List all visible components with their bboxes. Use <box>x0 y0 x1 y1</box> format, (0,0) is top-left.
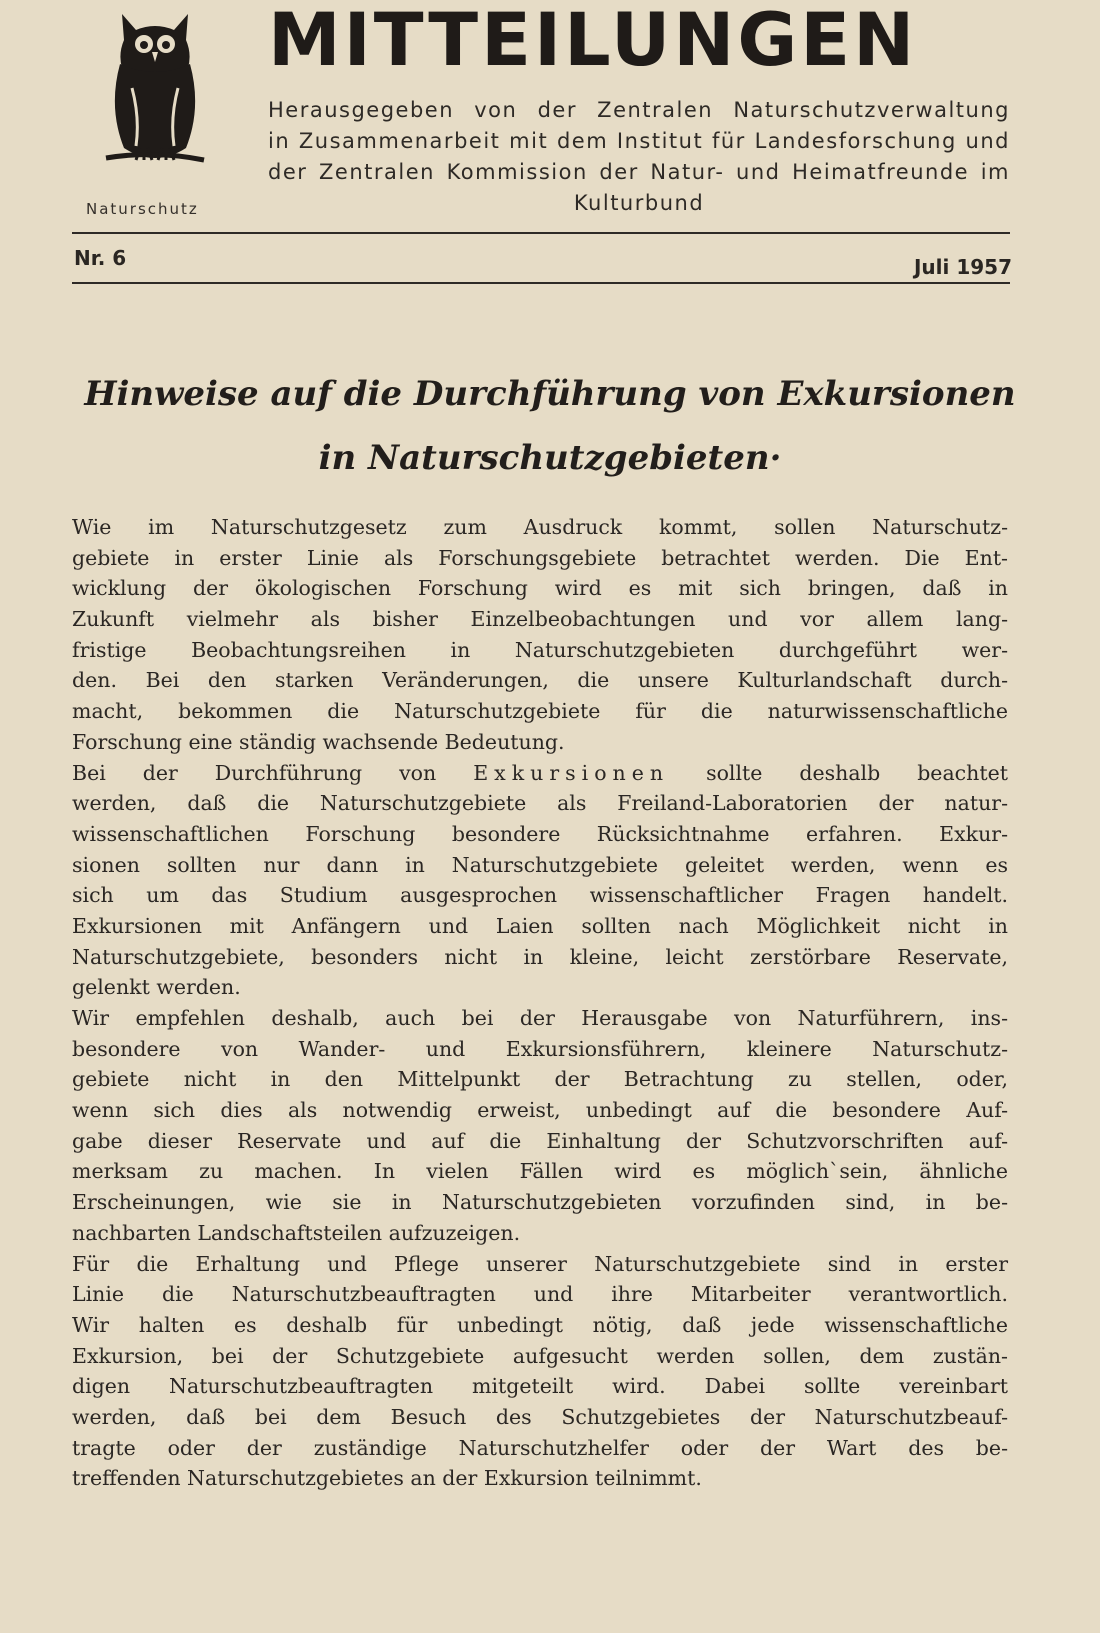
issue-number: Nr. 6 <box>74 246 127 270</box>
text-run: sollte deshalb beachtet <box>706 760 1008 785</box>
text-line: wissenschaftlichen Forschung besondere Rücksichtnahme erfahren. Exkur- <box>72 821 1008 846</box>
text-line: Erscheinungen, wie sie in Naturschutzgebieten vorzufinden sind, in be- <box>72 1190 1008 1215</box>
text-line: Exkursion, bei der Schutzgebiete aufgesucht werden sollen, dem zustän- <box>72 1343 1008 1368</box>
text-line: sionen sollten nur dann in Naturschutzgebiete geleitet werden, wenn es <box>72 852 1008 877</box>
text-line <box>72 758 1008 789</box>
paragraph-4 <box>72 1249 1008 1495</box>
text-line: werden, daß die Naturschutzgebiete als Freiland-Laboratorien der natur- <box>72 791 1008 816</box>
text-line: tragte oder der zuständige Naturschutzhelfer oder der Wart des be- <box>72 1435 1008 1460</box>
masthead-rule-top <box>72 232 1010 234</box>
text-line: treffenden Naturschutzgebietes an der Exkursion teilnimmt. <box>72 1466 702 1491</box>
text-line: den. Bei den starken Veränderungen, die unsere Kulturlandschaft durch- <box>72 668 1008 693</box>
text-line: Exkursionen mit Anfängern und Laien sollten nach Möglichkeit nicht in <box>72 913 1008 938</box>
owl-logo-icon <box>100 8 210 178</box>
paragraph-3 <box>72 1003 1008 1249</box>
text-line: besondere von Wander- und Exkursionsführern, kleinere Naturschutz- <box>72 1036 1008 1061</box>
masthead-title: MITTEILUNGEN <box>268 0 918 83</box>
text-line: digen Naturschutzbeauftragten mitgeteilt wird. Dabei sollte vereinbart <box>72 1374 1008 1399</box>
text-line: Linie die Naturschutzbeauftragten und ihre Mitarbeiter verantwortlich. <box>72 1282 1008 1307</box>
text-line: fristige Beobachtungsreihen in Naturschutzgebieten durchgeführt wer- <box>72 637 1008 662</box>
text-line: sich um das Studium ausgesprochen wissenschaftlicher Fragen handelt. <box>72 883 1008 908</box>
text-line: werden, daß bei dem Besuch des Schutzgebietes der Naturschutzbeauf- <box>72 1404 1008 1429</box>
text-line: merksam zu machen. In vielen Fällen wird es möglich`sein, ähnliche <box>72 1159 1008 1184</box>
text-line: Wie im Naturschutzgesetz zum Ausdruck kommt, sollen Naturschutz- <box>72 515 1008 539</box>
subtitle-line: Kulturbund <box>573 191 705 215</box>
headline-line: Hinweise auf die Durchführung von Exkursionen <box>84 374 1016 414</box>
text-line: gebiete in erster Linie als Forschungsgebiete betrachtet werden. Die Ent- <box>72 545 1008 570</box>
text-line: macht, bekommen die Naturschutzgebiete für die naturwissenschaftliche <box>72 699 1008 724</box>
text-line: Wir halten es deshalb für unbedingt nötig, daß jede wissenschaftliche <box>72 1312 1008 1337</box>
text-line: Für die Erhaltung und Pflege unserer Naturschutzgebiete sind in erster <box>72 1251 1008 1276</box>
text-line: gebiete nicht in den Mittelpunkt der Betrachtung zu stellen, oder, <box>72 1067 1008 1092</box>
emphasized-word: Exkursionen <box>473 760 670 785</box>
text-line: Forschung eine ständig wachsende Bedeutung. <box>72 729 565 754</box>
text-line: Naturschutzgebiete, besonders nicht in kleine, leicht zerstörbare Reservate, <box>72 944 1008 969</box>
subtitle-line: Herausgegeben von der Zentralen Naturschutzverwaltung <box>268 98 1010 122</box>
text-line: gabe dieser Reservate und auf die Einhaltung der Schutzvorschriften auf- <box>72 1128 1008 1153</box>
text-run: Bei der Durchführung von <box>72 760 437 785</box>
headline-line: in Naturschutzgebieten· <box>318 438 782 478</box>
article-body <box>72 512 1008 1494</box>
article-headline <box>60 362 1040 490</box>
text-line: Zukunft vielmehr als bisher Einzelbeobachtungen und vor allem lang- <box>72 607 1008 632</box>
issue-date: Juli 1957 <box>913 255 1012 279</box>
text-line: wenn sich dies als notwendig erweist, unbedingt auf die besondere Auf- <box>72 1098 1008 1123</box>
paragraph-1 <box>72 512 1008 758</box>
text-line: wicklung der ökologischen Forschung wird es mit sich bringen, daß in <box>72 576 1008 601</box>
paragraph-2 <box>72 758 1008 1004</box>
text-line: gelenkt werden. <box>72 975 241 1000</box>
text-line: Wir empfehlen deshalb, auch bei der Herausgabe von Naturführern, ins- <box>72 1006 1008 1030</box>
logo-caption: Naturschutz <box>86 200 199 218</box>
subtitle-line: in Zusammenarbeit mit dem Institut für Landesforschung und <box>268 129 1010 153</box>
text-line: nachbarten Landschaftsteilen aufzuzeigen. <box>72 1220 521 1245</box>
masthead-rule-bottom <box>72 282 1010 284</box>
masthead-subtitle <box>268 95 1010 219</box>
subtitle-line: der Zentralen Kommission der Natur- und Heimatfreunde im <box>268 160 1010 184</box>
